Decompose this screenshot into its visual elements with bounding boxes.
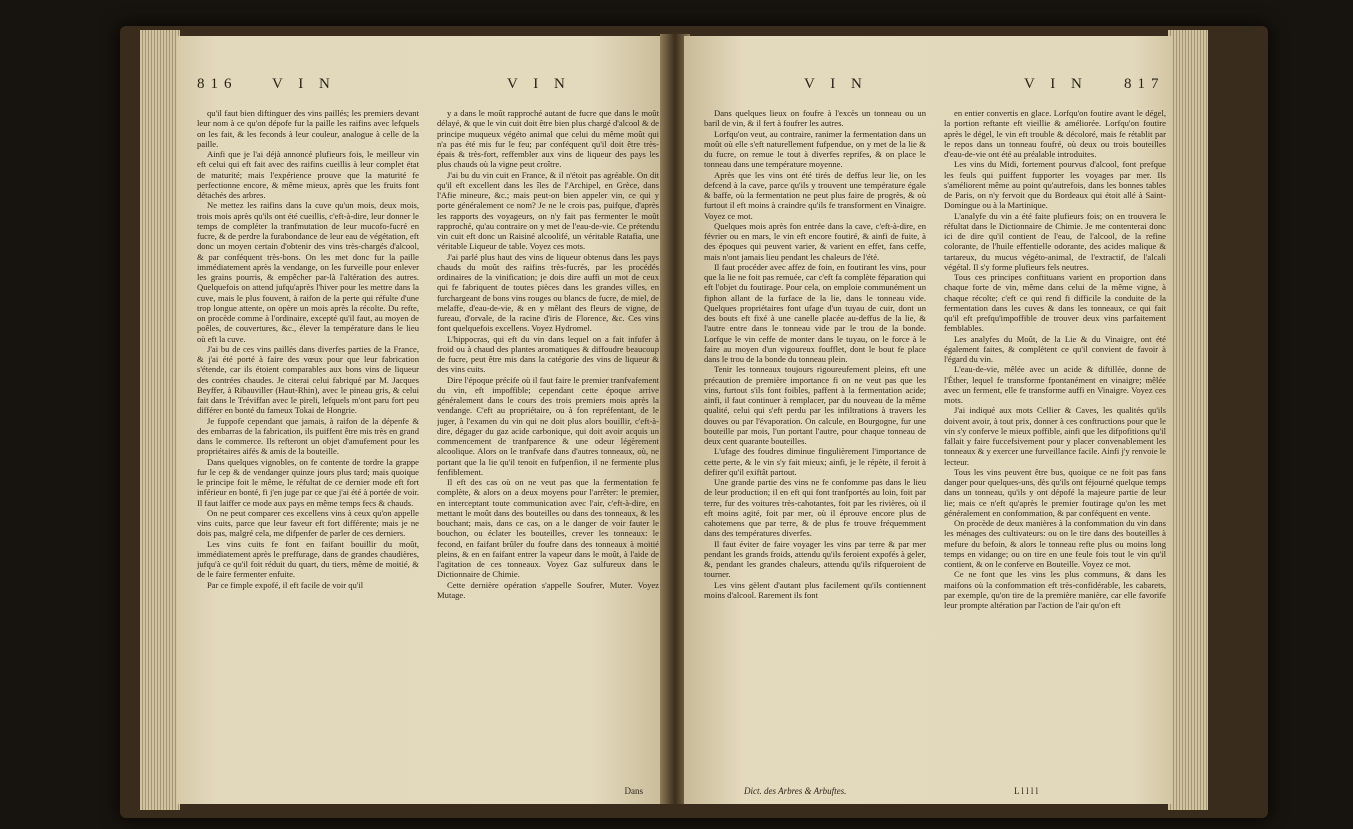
column-1 [197, 108, 419, 792]
paragraph: y a dans le moût rapproché autant de fucre que dans le moût délayé, & que le vin cuit doit être bien plus chargé d'alcool & de principe muqueux végéto animal que celui du même moût qui n'a pas été mis fur le feu; par conféquent qu'il doit être très-épais & très-fort, reffembler aux vins de liqueur des pays les plus chauds où la vigne peut croître. [437, 108, 659, 170]
text-columns [704, 108, 1166, 792]
paragraph: Lorfqu'on veut, au contraire, ranimer la fermentation dans un moût où elle s'eft naturellement fufpendue, on y met de la lie & du fucre, on remue le tout à diverfes reprifes, & on place le tonneau dans une température moyenne. [704, 128, 926, 170]
paragraph: Il faut procéder avec affez de foin, en foutirant les vins, pour que la lie ne foit pas remuée, car c'eft fa complète féparation qui eft l'objet du foutirage. Pour cela, on emploie communément un fiphon allant de la furface de la lie, dans le tonneau vide. Quelques propriétaires font ufage d'un tuyau de cuir, dont un des bouts eft fixé à une canelle placée au-deffus de la lie, & l'autre entre dans le tonneau vide par le trou de la bonde. Lorfque le vin ceffe de monter dans le tuyau, on le force à le faire au moyen d'un vigoureux foufflet, dont le bout fe place dans le trou de la bonde du tonneau plein. [704, 261, 926, 364]
header-left: V I N [272, 76, 336, 92]
signature-mark: L l l l l [1014, 786, 1039, 796]
paragraph: Quelques mois après fon entrée dans la cave, c'eft-à-dire, en février ou en mars, le vin eft encore foutiré, & ainfi de fuite, à des époques qui peuvent varier, & varient en effet, fans ceffe, mais n'ont jamais lieu pendant les chaleurs de l'été. [704, 220, 926, 262]
paragraph: J'ai bu de ces vins paillés dans diverfes parties de la France, & j'ai été porté à faire des vœux pour que leur fabrication s'étende, car ils étoient comparables aux bons vins de liqueur des contrées chaudes. Je citerai celui fabriqué par M. Jacques Beyffer, à Ribauviller (Haut-Rhin), avec le pineau gris, & celui fait dans le Tréviffan avec le pireli, lefquels m'ont paru fort peu différer en bonté du fameux Tokai de Hongrie. [197, 343, 419, 416]
paragraph: Ce ne font que les vins les plus communs, & dans les maifons où la confommation eft très-confidérable, les cabarets, par exemple, qu'on tire de la première manière, car elle favorife leur prompte altération par l'action de l'air qu'on eft [944, 569, 1166, 610]
paragraph: Les vins du Midi, fortement pourvus d'alcool, font prefque les feuls qui puiffent fupporter les voyages par mer. Ils s'améliorent même au point qu'autrefois, dans les bonnes tables de Paris, on n'y fervoit que du Bordeaux qui étoit allé à Saint-Domingue ou à la Martinique. [944, 159, 1166, 211]
paragraph: J'ai bu du vin cuit en France, & il n'étoit pas agréable. On dit qu'il eft excellent dans les îles de l'Archipel, en Grèce, dans l'Afie mineure, &c.; mais peut-on bien appeler vin, ce qui y porte généralement ce nom? Je ne le crois pas, puifque, d'après les rapports des voyageurs, on n'y fait pas fermenter le moût rapproché, qu'au contraire on y met de l'eau-de-vie. Ce prétendu vin cuit eft donc un Raisiné alcoolifé, un véritable Ratafia, une véritable Liqueur de table. Voyez ces mots. [437, 169, 659, 252]
paragraph: en entier convertis en glace. Lorfqu'on foutire avant le dégel, la portion reftante eft vieillie & améliorée. Lorfqu'on foutire après le dégel, le vin eft trouble & décoloré, mais fe rétablit par le repos dans un tonneau foufré, où deux ou trois bouteilles d'eau-de-vie ont été au préalable introduites. [944, 108, 1166, 159]
running-header [177, 76, 665, 102]
paragraph: On procède de deux manières à la confommation du vin dans les ménages des cultivateurs: ou on le tire dans des bouteilles à mefure du befoin, & alors le tonneau refte plus ou moins long temps en vidange; ou on tire en une feule fois tout le vin qu'il contient, & on le conferve en Bouteille. Voyez ce mot. [944, 518, 1166, 569]
paragraph: L'analyfe du vin a été faite plufieurs fois; on en trouvera le réfultat dans le Dictionnaire de Chimie. Je me contenterai donc ici de dire qu'il contient de l'eau, de l'alcool, de la refine colorante, de l'huile effentielle odorante, des acides malique & tartareux, du mucus végéto-animal, de l'extractif, de l'alcali végétal. Il s'y forme plufieurs fels neutres. [944, 210, 1166, 272]
paragraph: J'ai indiqué aux mots Cellier & Caves, les qualités qu'ils doivent avoir, à tout prix, donner à ces conftructions pour que le vin s'y conferve le mieux poffible, ainfi que les difpofitions qu'il fallait y faire fuccefsivement pour y placer convenablement les tonneaux & y exercer une furveillance facile. Ainfi j'y renvoie le lecteur. [944, 405, 1166, 467]
paragraph: Dire l'époque précife où il faut faire le premier tranfvafement du vin, eft impoffible; cependant cette époque arrive généralement dans le cours des trois premiers mois après la vendange. C'eft au propriétaire, ou à fon repréfentant, de le juger, à l'examen du vin qui ne doit plus alors bouillir, c'eft-à-dire, dégager du gaz acide carbonique, qui doit avoir acquis un commencement de tranfparence & une odeur légèrement alcoolique. Alors on le tranfvafe dans d'autres tonneaux, où, ne portant que la lie qu'il tenoit en fufpenfion, il ne fermente plus fenfiblement. [437, 374, 659, 477]
paragraph: Ne mettez les raifins dans la cuve qu'un mois, deux mois, trois mois après qu'ils ont été cueillis, c'eft-à-dire, leur donner le temps de compléter la tranfmutation de leur mucofo-fucré en fucre, & de perdre la furabondance de leur eau de végétation, eft donc un moyen certain d'obtenir des vins très-chargés d'alcool, & par conféquent très-bons. On les met donc fur la paille immédiatement après la vendange, on les furveille pour enlever les grains pourris, & empêcher par-là l'altération des autres. Quelquefois on attend jufqu'après l'hiver pour les mettre dans la cuve, mais le plus fouvent, à raifon de la perte qui réfulte d'une trop longue attente, on opère un mois après la récolte. Du refte, on procède comme à l'ordinaire, excepté qu'il faut, au moyen de poêles, de couvertures, &c., élever la température dans le lieu où eft la cuve. [197, 200, 419, 344]
footer-title: Dict. des Arbres & Arbuftes. [744, 786, 847, 796]
header-right: V I N [1024, 76, 1088, 92]
paragraph: L'hippocras, qui eft du vin dans lequel on a fait infufer à froid ou à chaud des plantes aromatiques & diffoudre beaucoup de fucre, peut être mis dans la catégorie des vins de liqueur & des vins cuits. [437, 333, 659, 375]
paragraph: Tous ces principes conftituans varient en proportion dans chaque forte de vin, même dans celui de la même vigne, à chaque récolte; c'eft ce qui rend fi difficile la conduite de la fermentation dans les cuves & dans les tonneaux, ce qui fait qu'il eft prefqu'impoffible de trouver deux vins parfaitement femblables. [944, 272, 1166, 334]
paragraph: J'ai parlé plus haut des vins de liqueur obtenus dans les pays chauds du moût des raifins très-fucrés, par les procédés ordinaires de la vinification; je dois dire auffi un mot de ceux qui fe fabriquent de toutes pièces dans les grandes villes, en furchargeant de bons vins rouges ou blancs de fucre, de miel, de melaffe, d'eau-de-vie, & en y mêlant des fleurs de vigne, de fureau, d'orvale, de la racine d'iris de Florence, &c. Ces vins font quelquefois excellens. Voyez Hydromel. [437, 251, 659, 334]
paragraph: Les vins gèlent d'autant plus facilement qu'ils contiennent moins d'alcool. Rarement ils font [704, 579, 926, 600]
paragraph: Cette dernière opération s'appelle Soufrer, Muter. Voyez Mutage. [437, 579, 659, 600]
running-header [684, 76, 1172, 102]
paragraph: Après que les vins ont été tirés de deffus leur lie, on les defcend à la cave, parce qu'ils y trouvent une température égale & baffe, où la fermentation ne peut plus faire de progrès, & où furtout il eft moins à craindre qu'ils fe transforment en Vinaigre. Voyez ce mot. [704, 169, 926, 221]
left-page [177, 36, 665, 804]
page-edges-left [140, 30, 180, 810]
paragraph: Les analyfes du Moût, de la Lie & du Vinaigre, ont été également faites, & complètent ce qu'il convient de favoir à l'égard du vin. [944, 333, 1166, 364]
paragraph: On ne peut comparer ces excellens vins à ceux qu'on appelle vins cuits, parce que leur faveur eft fort différente; mais je ne dois pas, malgré cela, me difpenfer de parler de ces derniers. [197, 507, 419, 539]
paragraph: Dans quelques vignobles, on fe contente de tordre la grappe fur le cep & de vendanger quinze jours plus tard; mais quoique le principe foit le même, le réfultat de ce dernier mode eft fort inférieur en bonté, fi j'en juge par ce que j'ai été à portée de voir. Il faut laiffer ce mode aux pays en même temps fecs & chauds. [197, 456, 419, 508]
paragraph: Je fuppofe cependant que jamais, à raifon de la dépenfe & des embarras de la fabrication, ils puiffent être mis très en grand dans le commerce. Ils refteront un objet d'amufement pour les propriétaires aifés & amis de la bouteille. [197, 415, 419, 457]
catchword: Dans [624, 786, 643, 796]
page-number: 817 [1124, 76, 1165, 92]
column-1 [704, 108, 926, 792]
paragraph: Il eft des cas où on ne veut pas que la fermentation fe complète, & alors on a deux moyens pour l'arrêter: le premier, en interceptant toute communication avec l'air, c'eft-à-dire, en mettant le moût dans des bouteilles ou dans des tonneaux, & les bouchant; mais, dans ce cas, on a le danger de voir fauter le bouchon, ou éclater les bouteilles, crever les tonneaux: le fecond, en faifant brûler du foufre dans des tonneaux à moitié pleins, & en en faifant entrer la vapeur dans le moût, à l'aide de l'agitation de ces tonneaux. Voyez Gaz sulfureux dans le Dictionnaire de Chimie. [437, 477, 659, 580]
paragraph: Dans quelques lieux on foufre à l'excès un tonneau ou un baril de vin, & il fert à foufrer les autres. [704, 108, 926, 129]
right-page [684, 36, 1172, 804]
page-number: 816 [197, 76, 238, 92]
paragraph: qu'il faut bien diftinguer des vins paillés; les premiers devant leur nom à ce qu'on dépofe fur la paille les raifins avec lefquels on les fait, & les feconds à leur couleur, analogue à celle de la paille. [197, 108, 419, 149]
paragraph: Une grande partie des vins ne fe confomme pas dans le lieu de leur production; il en eft qui font tranfportés au loin, foit par terre, fur des voitures très-cahotantes, foit par les rivières, où il eft moins agité, foit par mer, où il éprouve encore plus de cahotemens que par terre, & de plus fe trouve fréquemment dans des températures diverfes. [704, 477, 926, 539]
paragraph: Tous les vins peuvent être bus, quoique ce ne foit pas fans danger pour quelques-uns, dès qu'ils ont féjourné quelque temps dans un tonneau, qu'ils y ont dépofé la majeure partie de leur lie; mais ce n'eft qu'après le premier foutirage qu'on les met généralement en confommation, & par conféquent en vente. [944, 466, 1166, 518]
page-edges-right [1168, 30, 1208, 810]
paragraph: Tenir les tonneaux toujours rigoureufement pleins, eft une précaution de première importance fi on ne veut pas que les vins, furtout s'ils font foibles, paffent à la fermentation acide; ainfi, il faut continuer à remplacer, par du nouveau de la même qualité, celui qui s'eft perdu par les infiltrations à travers les douves ou par l'évaporation. On calcule, en Bourgogne, fur une bouteille par mois, l'un portant l'autre, pour chaque tonneau de deux cent quarante bouteilles. [704, 364, 926, 446]
text-columns [197, 108, 659, 792]
header-right: V I N [507, 76, 571, 92]
paragraph: L'ufage des foudres diminue fingulièrement l'importance de cette perte, & le vin s'y fait mieux; ainfi, je le répète, il feroit à defirer qu'il exiftât partout. [704, 446, 926, 477]
paragraph: Il faut éviter de faire voyager les vins par terre & par mer pendant les grands froids, attendu qu'ils feroient expofés à geler, &, pendant les grandes chaleurs, attendu qu'ils rifqueroient de tourner. [704, 538, 926, 580]
column-2 [944, 108, 1166, 792]
paragraph: L'eau-de-vie, mêlée avec un acide & diftillée, donne de l'Éther, lequel fe transforme fpontanément en vinaigre; mêlée avec un ferment, elle fe transforme auffi en Vinaigre. Voyez ces mots. [944, 364, 1166, 405]
paragraph: Ainfi que je l'ai déjà annoncé plufieurs fois, le meilleur vin eft celui qui eft fait avec des raifins cueillis à leur complet état de maturité; mais l'expérience prouve que la maturité fe perfectionne encore, & même mieux, après que les fruits font détachés des arbres. [197, 149, 419, 200]
column-2 [437, 108, 659, 792]
header-left: V I N [804, 76, 868, 92]
paragraph: Les vins cuits fe font en faifant bouillir du moût, immédiatement après le preffurage, dans de grandes chaudières, jufqu'à ce qu'il foit réduit du quart, du tiers, même de moitié, & de le faire fermenter enfuite. [197, 538, 419, 580]
paragraph: Par ce fimple expofé, il eft facile de voir qu'il [207, 579, 364, 590]
